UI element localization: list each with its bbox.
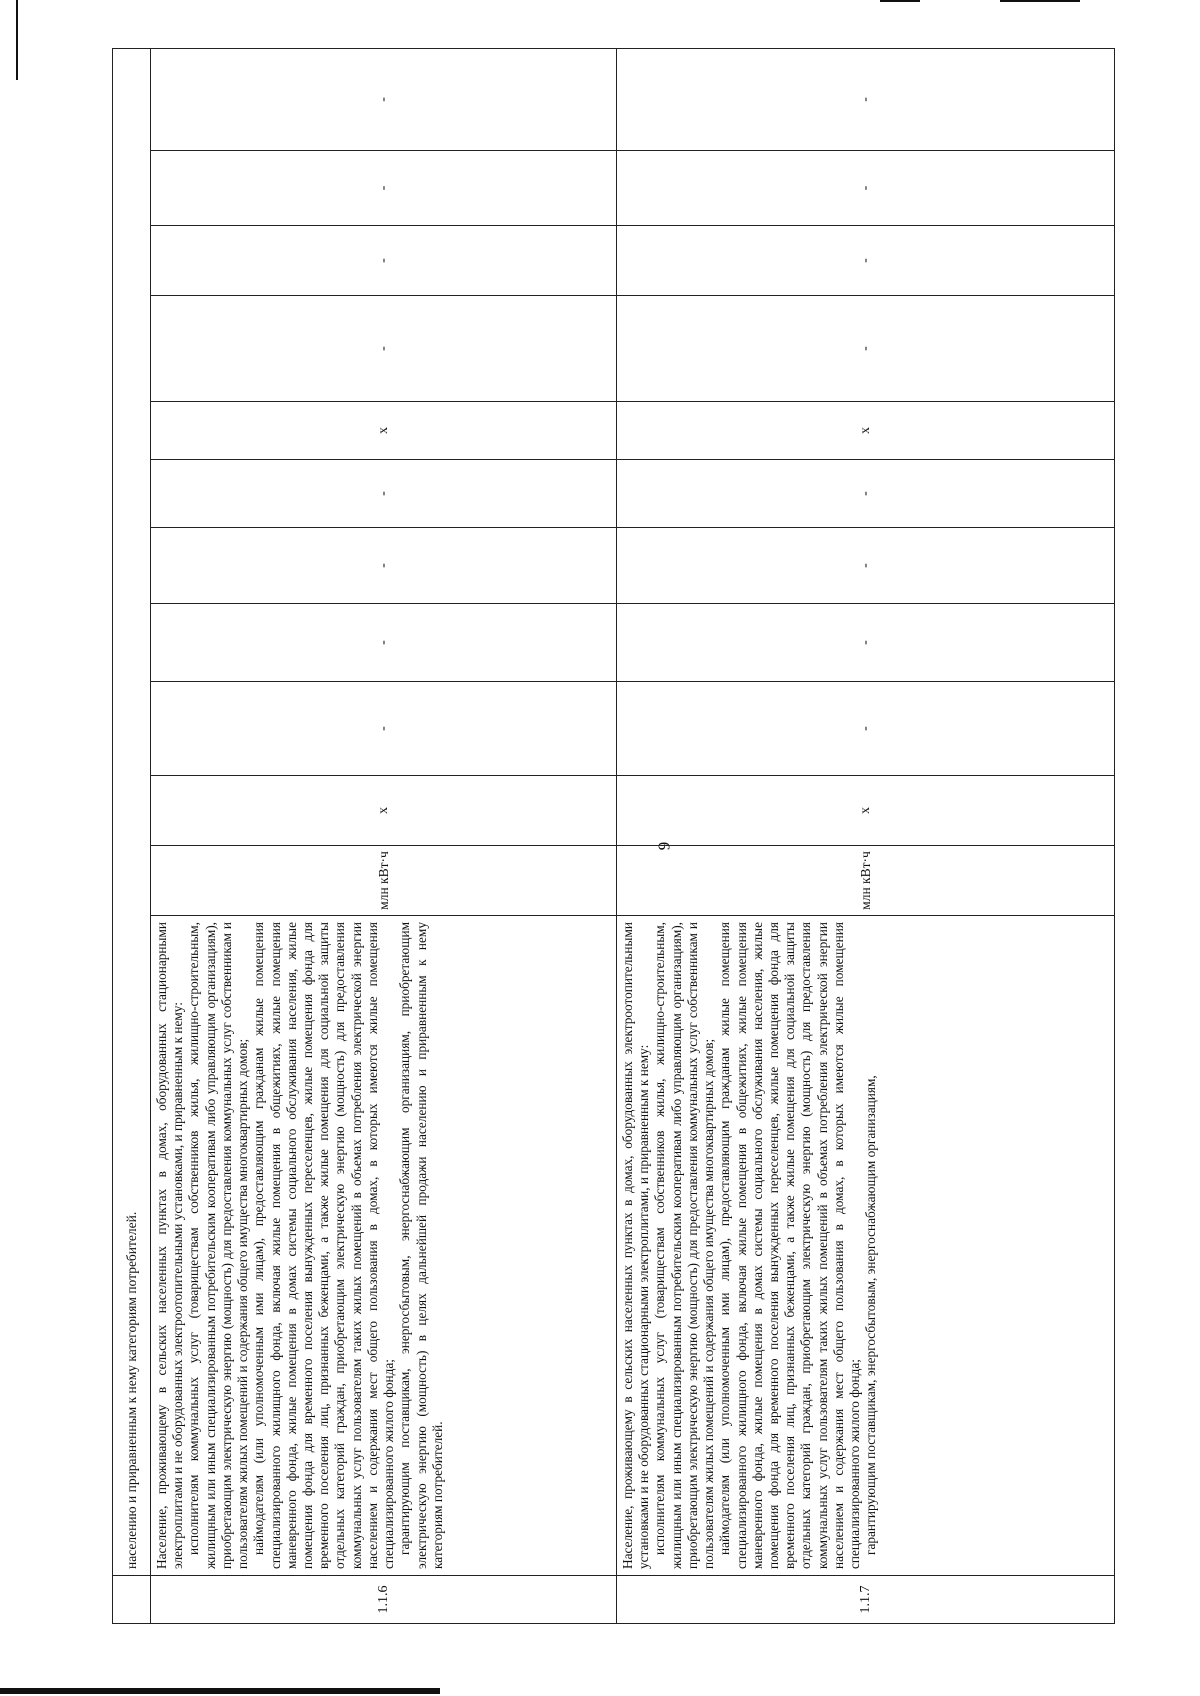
section-header: населению и приравненным к нему категориям потребителей. (113, 48, 151, 1575)
scan-edge-mark (0, 1688, 440, 1694)
scan-edge-mark (1000, 0, 1080, 2)
table-row (151, 48, 617, 1623)
value-cell: - (151, 528, 617, 604)
unit-cell: млн кВт·ч (617, 846, 1115, 916)
value-cell: - (617, 460, 1115, 528)
description-paragraph: гарантирующим поставщикам, энергосбытовым, энергоснабжающим организациям, (863, 1075, 879, 1555)
description-paragraph: Население, проживающему в сельских населенных пунктах в домах, оборудованных электроотопительными установками и не оборудованных стационарными электроплитами, и приравненным к нему: (620, 922, 652, 1569)
value-cell: - (151, 604, 617, 682)
value-cell: x (151, 776, 617, 846)
tariff-table (112, 48, 1115, 1624)
page-number: 9 (654, 841, 674, 851)
value-cell: - (617, 604, 1115, 682)
description-paragraph: наймодателям (или уполномоченным ими лицам), предоставляющим гражданам жилые помещения специализированного жилищного фонда, включая жилые помещения в общежитиях, жилые помещения маневренного фонда, жилые помещения в домах системы социального обслуживания населения, жилые помещения фонда для временного поселения вынужденных переселенцев, жилые помещения фонда для временного поселения лиц, признанных беженцами, а также жилые помещения для социальной защиты отдельных категорий граждан, приобретающим электрическую энергию (мощность) для предоставления коммунальных услуг пользователям таких жилых помещений в объемах потребления электрической энергии населением и содержания мест общего пользования в домах, в которых имеются жилые помещения специализированного жилого фонда; (251, 922, 397, 1569)
value-cell: - (151, 296, 617, 402)
value-cell: x (617, 402, 1115, 460)
description-paragraph: Население, проживающему в сельских населенных пунктах в домах, оборудованных стационарными электроплитами и не оборудованных электроотопительными установками, и приравненным к нему: (154, 922, 186, 1569)
value-cell: - (151, 151, 617, 226)
row-number: 1.1.7 (617, 1576, 1115, 1624)
tariff-table-page (112, 49, 1114, 1624)
value-cell: - (151, 226, 617, 296)
value-cell: - (617, 682, 1115, 776)
description-paragraph: наймодателям (или уполномоченным ими лицам), предоставляющим гражданам жилые помещения специализированного жилищного фонда, включая жилые помещения в общежитиях, жилые помещения маневренного фонда, жилые помещения в домах системы социального обслуживания населения, жилые помещения фонда для временного поселения вынужденных переселенцев, жилые помещения фонда для временного поселения лиц, признанных беженцами, а также жилые помещения для социальной защиты отдельных категорий граждан, приобретающим электрическую энергию (мощность) для предоставления коммунальных услуг пользователям таких жилых помещений в объемах потребления электрической энергии населением и содержания мест общего пользования в домах, в которых имеются жилые помещения специализированного жилого фонда; (717, 922, 863, 1569)
value-cell: - (151, 682, 617, 776)
value-cell: - (151, 460, 617, 528)
section-header-row (113, 48, 151, 1623)
value-cell: - (617, 151, 1115, 226)
scan-edge-mark (16, 0, 18, 80)
row-description (617, 916, 1115, 1576)
description-paragraph: исполнителям коммунальных услуг (товариществам собственников жилья, жилищно-строительным, жилищным или иным специализированным потребительским кооперативам либо управляющим организациям), приобретающим электрическую энергию (мощность) для предоставления коммунальных услуг собственникам и пользователям жилых помещений и содержания общего имущества многоквартирных домов; (652, 922, 717, 1569)
unit-cell: млн кВт·ч (151, 846, 617, 916)
table-row (617, 48, 1115, 1623)
value-cell: - (617, 528, 1115, 604)
description-paragraph: исполнителям коммунальных услуг (товариществам собственников жилья, жилищно-строительным, жилищным или иным специализированным потребительским кооперативам либо управляющим организациям), приобретающим электрическую энергию (мощность) для предоставления коммунальных услуг собственникам и пользователям жилых помещений и содержания общего имущества многоквартирных домов; (186, 922, 251, 1569)
value-cell: x (617, 776, 1115, 846)
value-cell: x (151, 402, 617, 460)
value-cell: - (151, 48, 617, 150)
description-paragraph: гарантирующим поставщикам, энергосбытовым, энергоснабжающим организациям, приобретающим электрическую энергию (мощность) в целях дальнейшей продажи населению и приравненным к нему категориям потребителей. (397, 922, 445, 1569)
value-cell: - (617, 226, 1115, 296)
scan-edge-mark (880, 0, 920, 2)
value-cell: - (617, 48, 1115, 150)
value-cell: - (617, 296, 1115, 402)
row-description (151, 916, 617, 1576)
row-number: 1.1.6 (151, 1576, 617, 1624)
